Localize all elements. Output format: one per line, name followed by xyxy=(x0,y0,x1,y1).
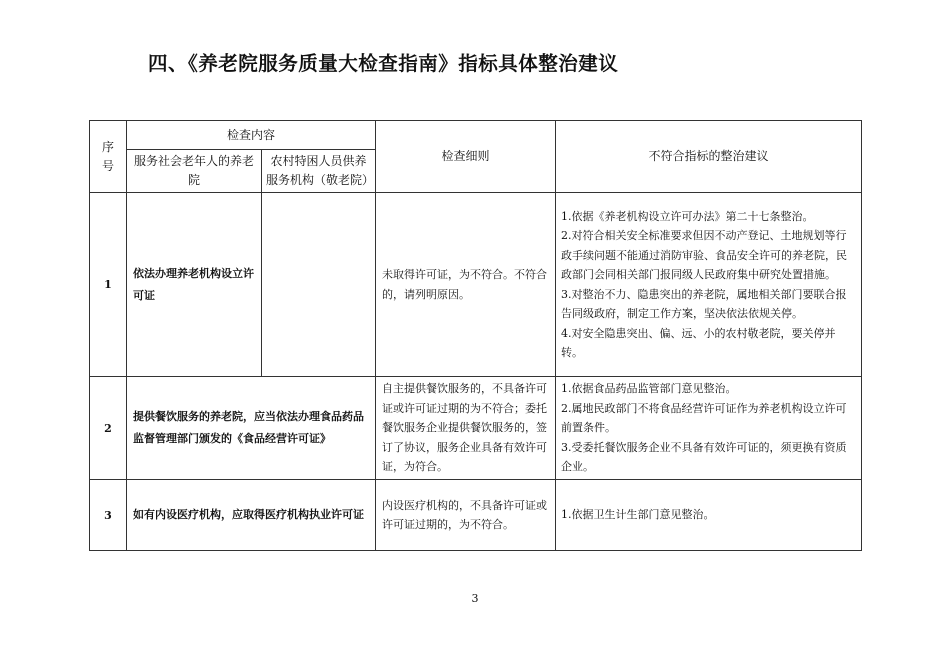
header-seq-char-2: 号 xyxy=(101,158,114,173)
row-number: 1 xyxy=(90,193,127,377)
suggestion-item: 1.依据《养老机构设立许可办法》第二十七条整治。 xyxy=(561,209,814,223)
row-check-content: 提供餐饮服务的养老院，应当依法办理食品药品监督管理部门颁发的《食品经营许可证》 xyxy=(127,377,376,480)
row-number: 3 xyxy=(90,480,127,551)
row-check-content: 如有内设医疗机构，应取得医疗机构执业许可证 xyxy=(127,480,376,551)
header-rural-care-home: 农村特困人员供养服务机构（敬老院） xyxy=(262,150,376,193)
header-seq xyxy=(90,121,127,193)
header-check-detail: 检查细则 xyxy=(376,121,556,193)
header-check-content: 检查内容 xyxy=(127,121,376,150)
suggestion-item: 3.受委托餐饮服务企业不具备有效许可证的，须更换有资质企业。 xyxy=(561,440,847,474)
suggestion-item: 4.对安全隐患突出、偏、远、小的农村敬老院，要关停并转。 xyxy=(561,326,836,359)
suggestion-item: 1.依据卫生计生部门意见整治。 xyxy=(561,508,715,522)
page-title: 四、《养老院服务质量大检查指南》指标具体整治建议 xyxy=(148,52,619,75)
row-check-detail: 内设医疗机构的，不具备许可证或许可证过期的，为不符合。 xyxy=(376,480,556,551)
table-row xyxy=(90,377,862,480)
row-suggestions xyxy=(556,377,862,480)
header-row-top xyxy=(90,121,862,150)
row-check-content: 依法办理养老机构设立许可证 xyxy=(127,193,262,377)
row-suggestions xyxy=(556,480,862,551)
row-check-detail: 未取得许可证，为不符合。不符合的，请列明原因。 xyxy=(376,193,556,377)
rectification-table xyxy=(89,120,862,551)
row-check-detail: 自主提供餐饮服务的，不具备许可证或许可证过期的为不符合；委托餐饮服务企业提供餐饮服务的，签订了协议，服务企业具备有效许可证，为符合。 xyxy=(376,377,556,480)
page-number: 3 xyxy=(471,592,479,605)
header-suggestion: 不符合指标的整治建议 xyxy=(556,121,862,193)
header-seq-char-1: 序 xyxy=(101,139,114,154)
suggestion-item: 2.属地民政部门不将食品经营许可证作为养老机构设立许可前置条件。 xyxy=(561,401,847,435)
row-suggestions xyxy=(556,193,862,377)
header-social-elderly-home: 服务社会老年人的养老院 xyxy=(127,150,262,193)
table-row xyxy=(90,193,862,377)
table-row xyxy=(90,480,862,551)
suggestion-item: 2.对符合相关安全标准要求但因不动产登记、土地规划等行政手续问题不能通过消防审验、食品安全许可的养老院，民政部门会同相关部门报同级人民政府集中研究处置措施。 xyxy=(561,229,848,281)
suggestion-item: 3.对整治不力、隐患突出的养老院，属地相关部门要联合报告同级政府，制定工作方案，坚决依法依规关停。 xyxy=(561,287,847,320)
suggestion-item: 1.依据食品药品监管部门意见整治。 xyxy=(561,382,737,396)
row-number: 2 xyxy=(90,377,127,480)
row-rural-empty-cell xyxy=(262,193,376,377)
